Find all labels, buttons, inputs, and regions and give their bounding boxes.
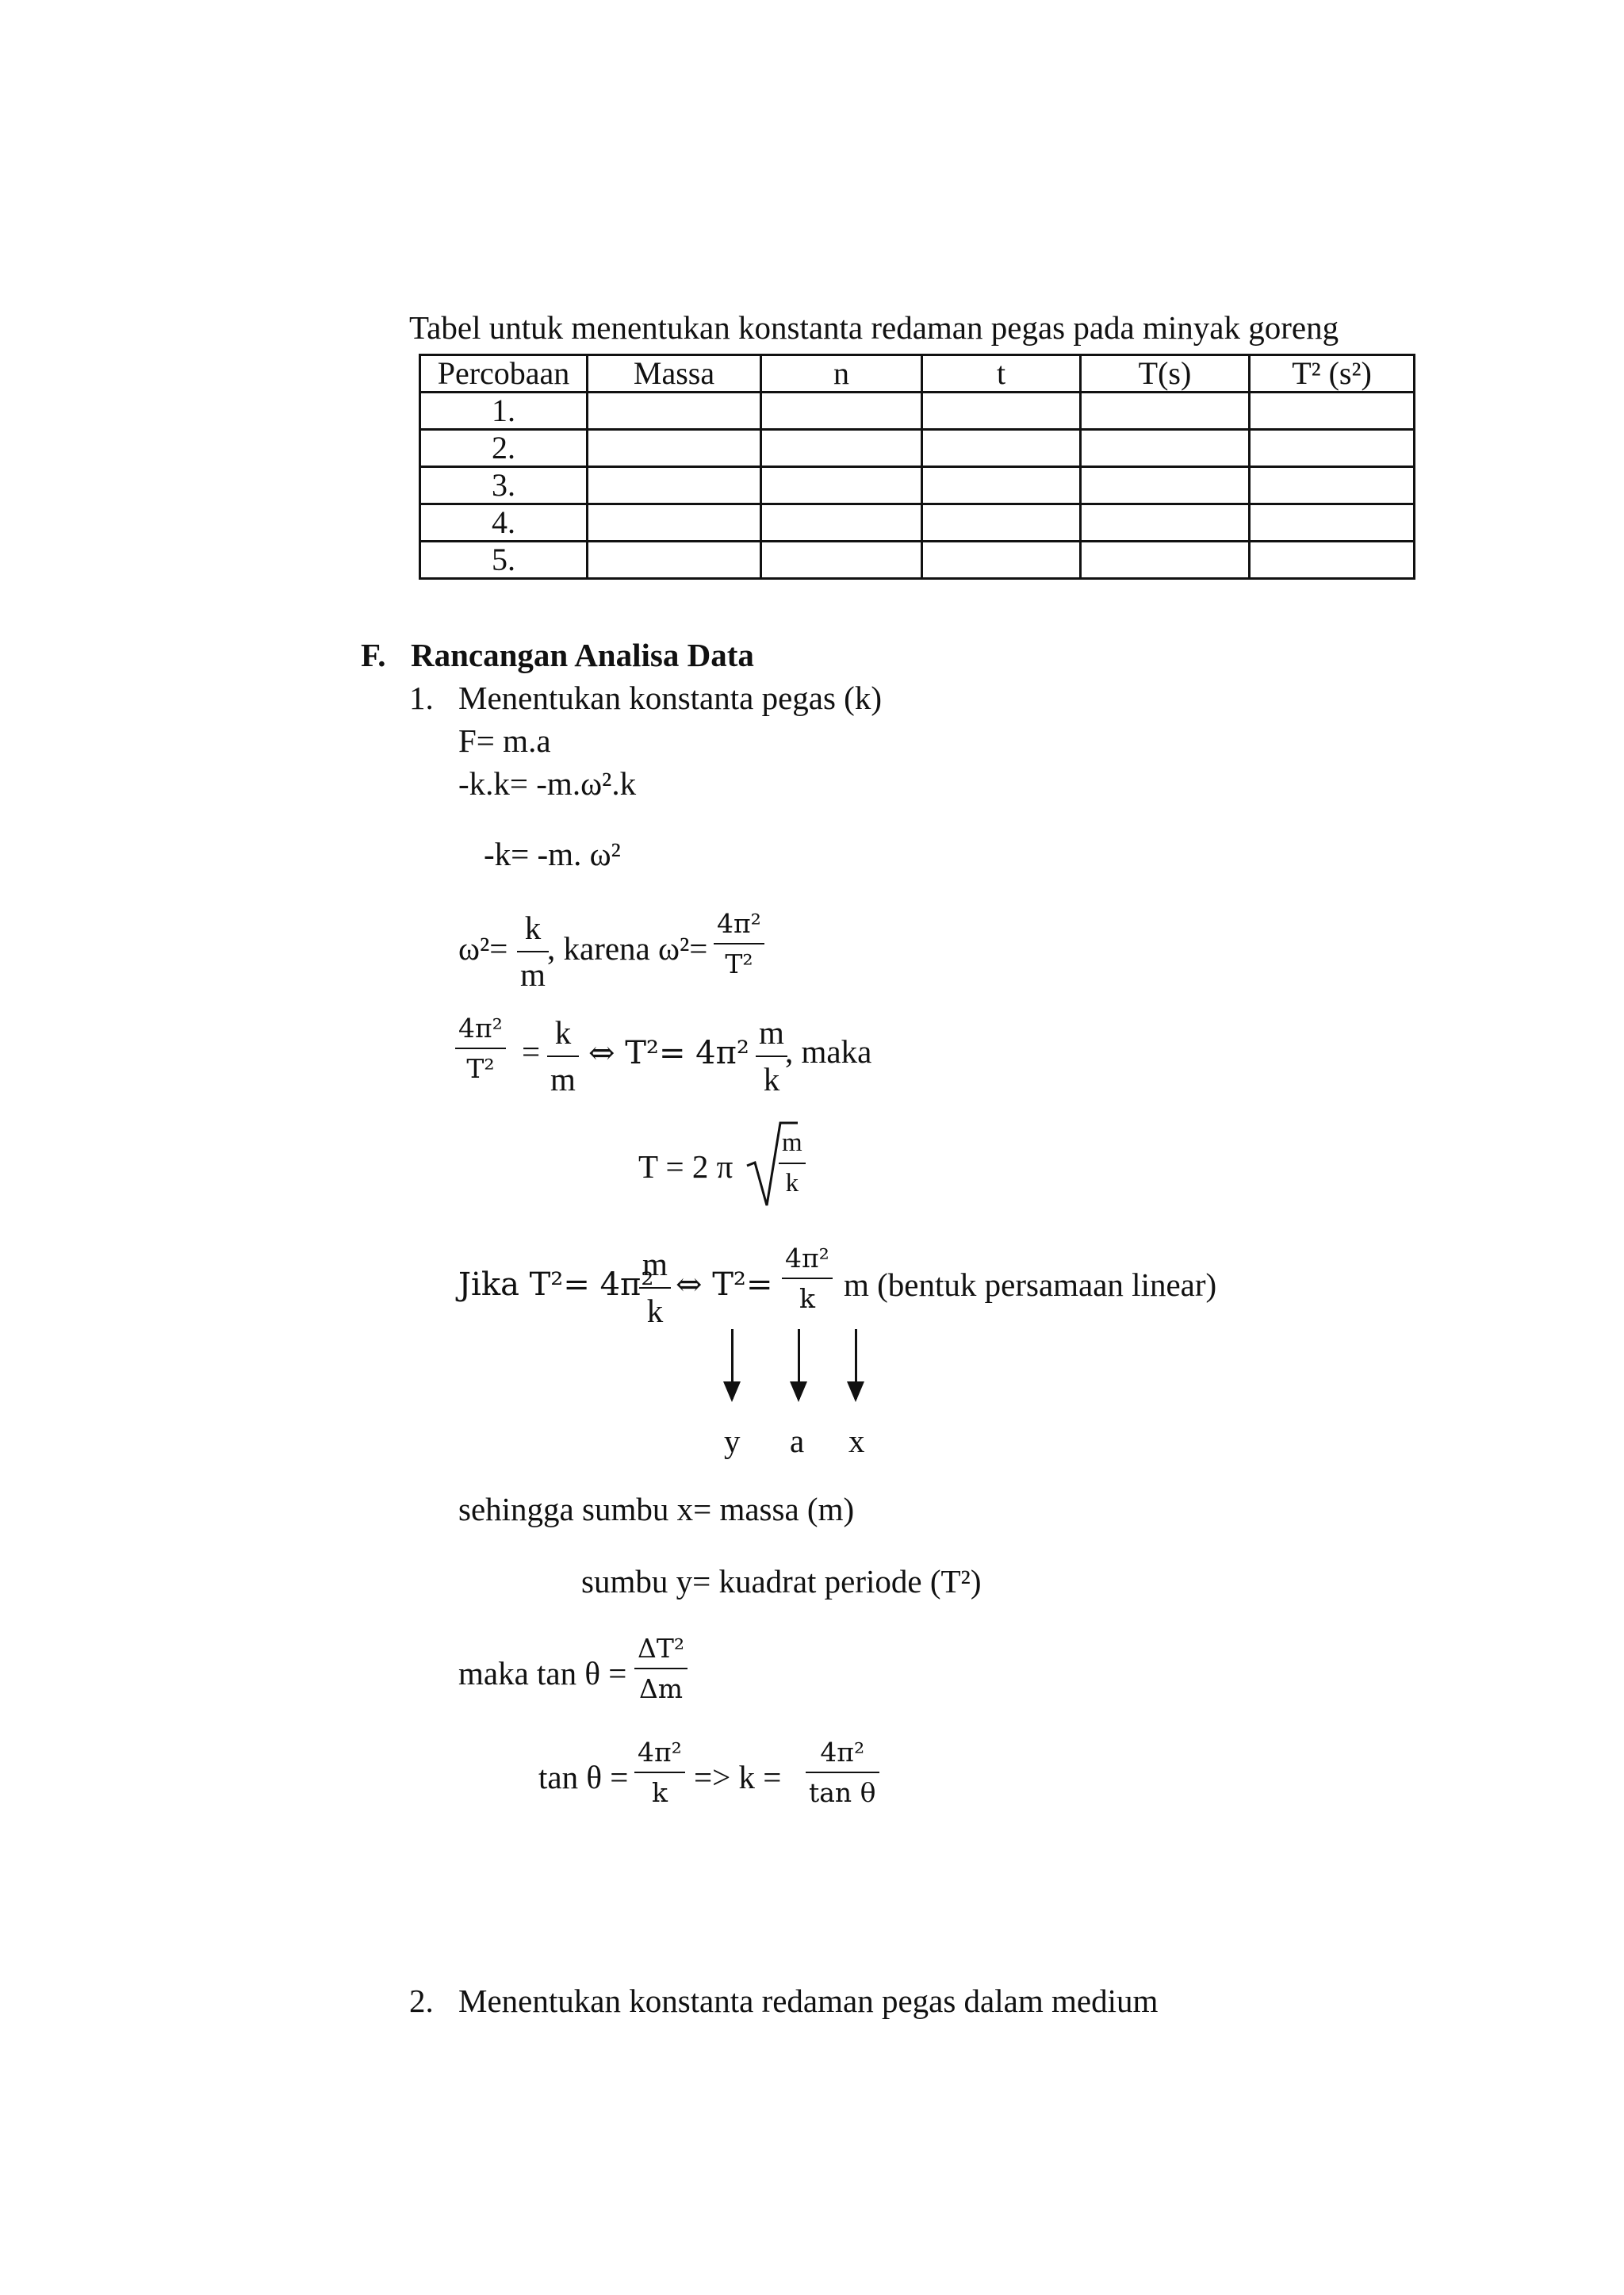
header-t: t (922, 355, 1081, 393)
omega-squared-lhs: ω²= (458, 930, 508, 967)
fraction-4pi2-over-t2-b (455, 1015, 506, 1082)
table-cell (761, 542, 922, 579)
fraction-4pi2-over-t2 (714, 910, 764, 977)
table-cell (1250, 393, 1415, 430)
item1-number: 1. (409, 680, 434, 716)
axis-y-text: sumbu y= kuadrat periode (T²) (581, 1563, 982, 1600)
maka-text: , maka (785, 1033, 872, 1070)
jika-equation: Jika T²= 4π² (458, 1266, 654, 1303)
item2-title: Menentukan konstanta redaman pegas dalam medium (458, 1983, 1159, 2019)
fraction-numerator: m (779, 1130, 806, 1164)
fraction-numerator: k (547, 1017, 579, 1057)
fraction-numerator: m (639, 1248, 671, 1289)
karena-text: , karena ω²= (547, 930, 708, 967)
table-header-row (420, 355, 1415, 393)
data-table (419, 354, 1415, 580)
table-cell (588, 504, 761, 542)
table-row (420, 467, 1415, 504)
item1-title: Menentukan konstanta pegas (k) (458, 680, 882, 716)
table-cell (922, 504, 1081, 542)
equivalence-t2: ⇔ T²= 4π² (588, 1035, 749, 1071)
table-row (420, 504, 1415, 542)
table-cell (922, 430, 1081, 467)
label-a: a (790, 1423, 805, 1459)
table-cell (761, 467, 922, 504)
fraction-4pi2-over-k (782, 1245, 833, 1312)
table-row (420, 393, 1415, 430)
table-cell (761, 430, 922, 467)
header-massa: Massa (588, 355, 761, 393)
section-letter: F. (361, 637, 386, 673)
fraction-denominator: Δm (638, 1673, 684, 1704)
row-number: 2. (420, 430, 588, 467)
row-number: 5. (420, 542, 588, 579)
implies-k-text: => k = (694, 1759, 782, 1795)
equation-f-ma: F= m.a (458, 722, 551, 759)
table-cell (588, 467, 761, 504)
table-cell (922, 542, 1081, 579)
section-title: Rancangan Analisa Data (411, 637, 754, 673)
table-caption: Tabel untuk menentukan konstanta redaman pegas pada minyak goreng (409, 309, 1339, 346)
arrow-down-icon (731, 1329, 733, 1399)
item2-number: 2. (409, 1983, 434, 2019)
fraction-denominator: k (799, 1283, 815, 1314)
fraction-numerator: 4π² (714, 910, 764, 944)
fraction-m-over-k-sqrt (779, 1130, 806, 1197)
fraction-dt2-over-dm (634, 1635, 688, 1702)
fraction-numerator: 4π² (806, 1739, 879, 1773)
equivalence-linear: ⇔ T²= (676, 1266, 773, 1303)
equals-sign: = (522, 1033, 541, 1070)
table-cell (1250, 542, 1415, 579)
row-number: 1. (420, 393, 588, 430)
table-cell (1081, 430, 1250, 467)
maka-tan-text: maka tan θ = (458, 1655, 627, 1692)
table-cell (1081, 467, 1250, 504)
table-cell (588, 430, 761, 467)
fraction-4pi2-over-tan (806, 1739, 879, 1806)
table-cell (761, 393, 922, 430)
arrow-down-icon (855, 1329, 857, 1399)
fraction-numerator: 4π² (782, 1245, 833, 1279)
fraction-numerator: ΔT² (634, 1635, 688, 1669)
table-cell (1250, 430, 1415, 467)
fraction-m-over-k (756, 1014, 787, 1098)
header-period: T(s) (1081, 355, 1250, 393)
fraction-k-over-m-b (547, 1014, 579, 1098)
table-cell (588, 393, 761, 430)
arrow-down-icon (798, 1329, 800, 1399)
header-percobaan: Percobaan (420, 355, 588, 393)
table-cell (1081, 504, 1250, 542)
fraction-denominator: T² (466, 1053, 495, 1084)
label-x: x (848, 1423, 865, 1459)
fraction-denominator: k (763, 1061, 780, 1098)
table-cell (1081, 542, 1250, 579)
fraction-numerator: k (517, 912, 549, 952)
fraction-denominator: k (646, 1293, 664, 1329)
table-cell (1081, 393, 1250, 430)
equation-kk: -k.k= -m.ω².k (458, 765, 637, 802)
period-formula: T = 2 π (638, 1148, 733, 1185)
table-cell (922, 393, 1081, 430)
fraction-m-over-k-c (639, 1248, 671, 1328)
fraction-denominator: k (785, 1169, 799, 1197)
header-n: n (761, 355, 922, 393)
table-cell (1250, 504, 1415, 542)
row-number: 3. (420, 467, 588, 504)
fraction-denominator: tan θ (809, 1777, 876, 1808)
fraction-numerator: m (756, 1017, 787, 1057)
label-y: y (724, 1423, 741, 1459)
equation-k: -k= -m. ω² (484, 836, 621, 872)
linear-form-text: m (bentuk persamaan linear) (844, 1266, 1217, 1303)
fraction-denominator: T² (725, 948, 753, 979)
header-period-squared: T² (s²) (1250, 355, 1415, 393)
fraction-denominator: m (520, 956, 546, 993)
fraction-numerator: 4π² (634, 1739, 685, 1773)
table-row (420, 542, 1415, 579)
fraction-k-over-m (517, 912, 549, 991)
fraction-denominator: k (651, 1777, 668, 1808)
tan-theta-text: tan θ = (538, 1759, 629, 1795)
table-cell (1250, 467, 1415, 504)
axis-x-text: sehingga sumbu x= massa (m) (458, 1491, 855, 1527)
table-cell (588, 542, 761, 579)
row-number: 4. (420, 504, 588, 542)
table-row (420, 430, 1415, 467)
fraction-numerator: 4π² (455, 1015, 506, 1049)
table-cell (761, 504, 922, 542)
fraction-denominator: m (550, 1061, 576, 1098)
table-cell (922, 467, 1081, 504)
fraction-4pi2-over-k-b (634, 1739, 685, 1806)
